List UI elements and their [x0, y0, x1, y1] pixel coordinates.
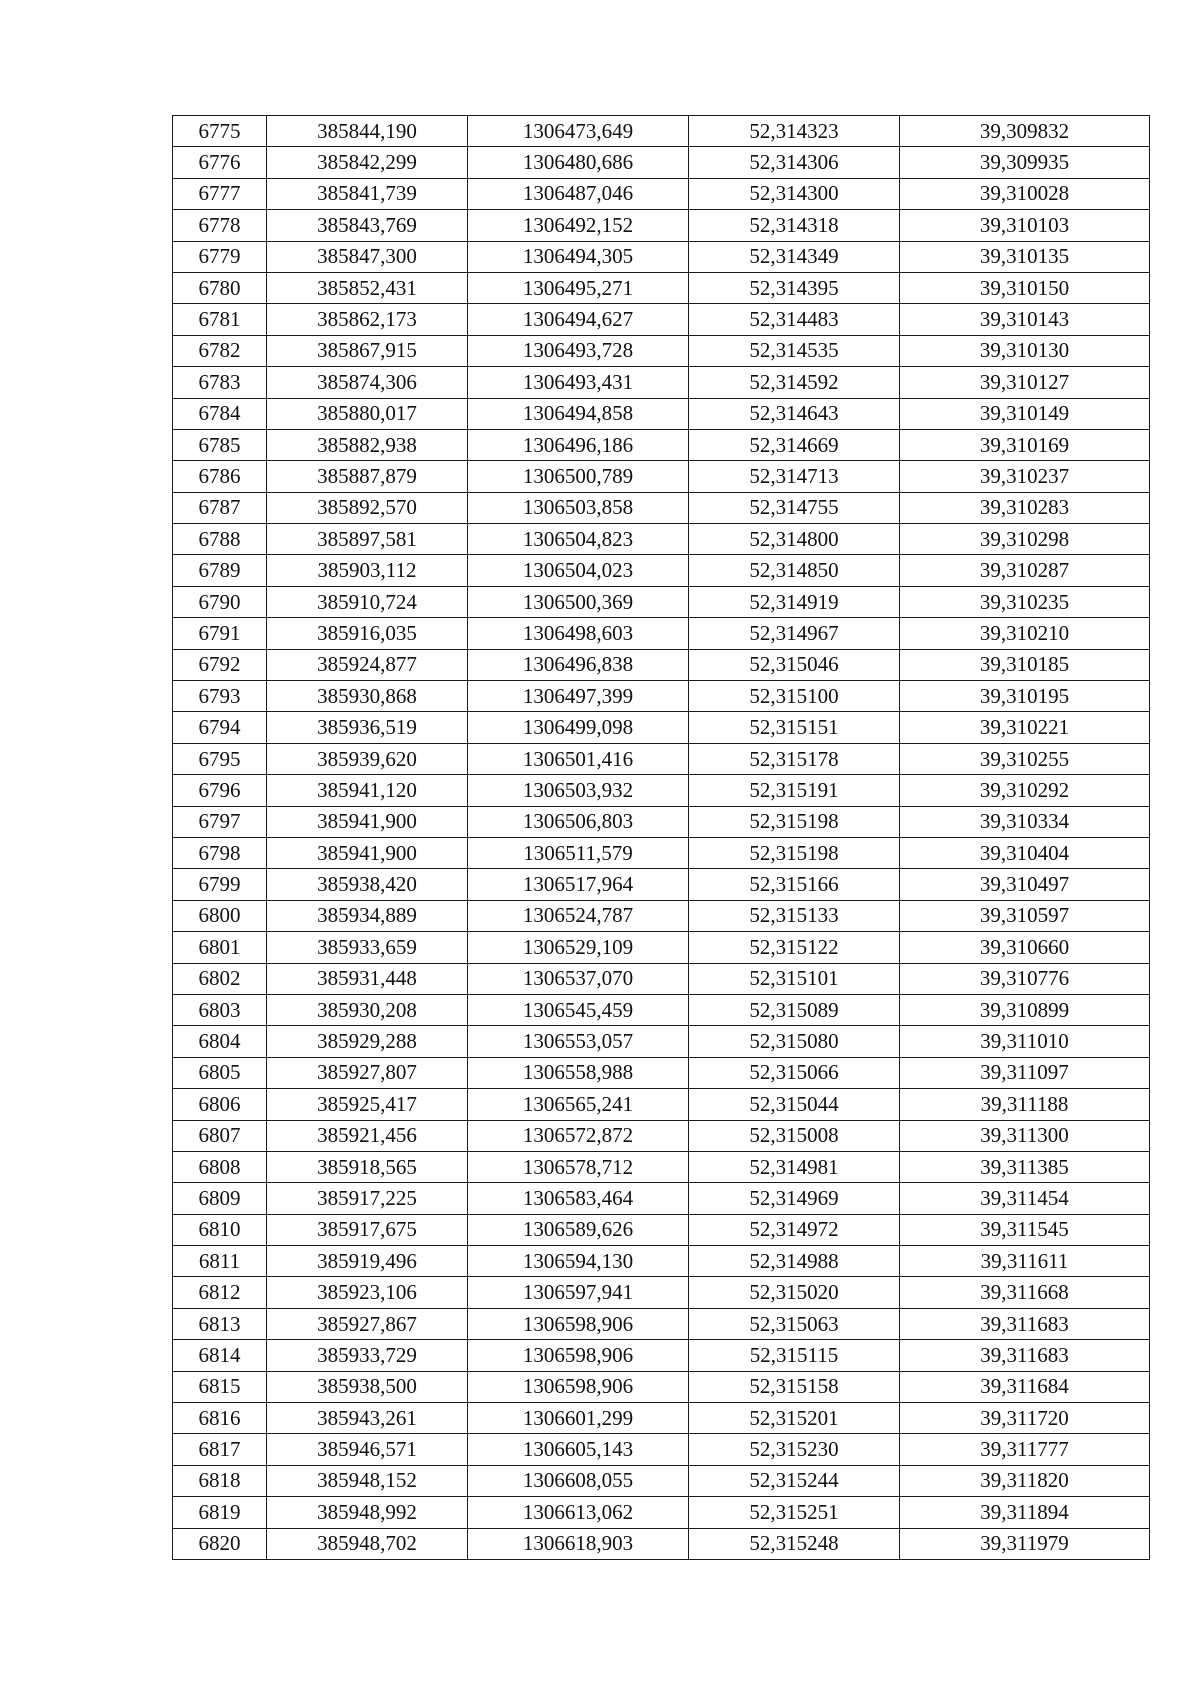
point-number-cell: 6781	[173, 304, 267, 335]
longitude-cell: 39,310899	[900, 994, 1150, 1025]
longitude-cell: 39,310287	[900, 555, 1150, 586]
x-coordinate-cell: 385919,496	[267, 1246, 468, 1277]
latitude-cell: 52,315063	[689, 1308, 900, 1339]
point-number-cell: 6796	[173, 775, 267, 806]
x-coordinate-cell: 385933,659	[267, 932, 468, 963]
point-number-cell: 6807	[173, 1120, 267, 1151]
longitude-cell: 39,309935	[900, 147, 1150, 178]
longitude-cell: 39,310776	[900, 963, 1150, 994]
y-coordinate-cell: 1306558,988	[468, 1057, 689, 1088]
latitude-cell: 52,314981	[689, 1151, 900, 1182]
y-coordinate-cell: 1306598,906	[468, 1308, 689, 1339]
x-coordinate-cell: 385847,300	[267, 241, 468, 272]
point-number-cell: 6793	[173, 681, 267, 712]
longitude-cell: 39,310334	[900, 806, 1150, 837]
y-coordinate-cell: 1306598,906	[468, 1371, 689, 1402]
x-coordinate-cell: 385874,306	[267, 367, 468, 398]
latitude-cell: 52,315089	[689, 994, 900, 1025]
latitude-cell: 52,315122	[689, 932, 900, 963]
longitude-cell: 39,310195	[900, 681, 1150, 712]
latitude-cell: 52,314972	[689, 1214, 900, 1245]
point-number-cell: 6778	[173, 210, 267, 241]
table-row	[173, 335, 1150, 366]
point-number-cell: 6812	[173, 1277, 267, 1308]
table-row	[173, 367, 1150, 398]
longitude-cell: 39,310255	[900, 743, 1150, 774]
y-coordinate-cell: 1306537,070	[468, 963, 689, 994]
table-row	[173, 1151, 1150, 1182]
point-number-cell: 6799	[173, 869, 267, 900]
table-row	[173, 555, 1150, 586]
y-coordinate-cell: 1306524,787	[468, 900, 689, 931]
table-row	[173, 837, 1150, 868]
longitude-cell: 39,310169	[900, 429, 1150, 460]
table-row	[173, 1277, 1150, 1308]
y-coordinate-cell: 1306500,369	[468, 586, 689, 617]
point-number-cell: 6785	[173, 429, 267, 460]
point-number-cell: 6797	[173, 806, 267, 837]
point-number-cell: 6791	[173, 618, 267, 649]
latitude-cell: 52,315008	[689, 1120, 900, 1151]
latitude-cell: 52,315251	[689, 1497, 900, 1528]
latitude-cell: 52,314306	[689, 147, 900, 178]
longitude-cell: 39,311720	[900, 1403, 1150, 1434]
x-coordinate-cell: 385943,261	[267, 1403, 468, 1434]
longitude-cell: 39,311300	[900, 1120, 1150, 1151]
x-coordinate-cell: 385936,519	[267, 712, 468, 743]
latitude-cell: 52,314483	[689, 304, 900, 335]
point-number-cell: 6809	[173, 1183, 267, 1214]
longitude-cell: 39,311820	[900, 1465, 1150, 1496]
latitude-cell: 52,315198	[689, 837, 900, 868]
point-number-cell: 6779	[173, 241, 267, 272]
point-number-cell: 6776	[173, 147, 267, 178]
latitude-cell: 52,315066	[689, 1057, 900, 1088]
table-row	[173, 241, 1150, 272]
longitude-cell: 39,310298	[900, 524, 1150, 555]
latitude-cell: 52,314919	[689, 586, 900, 617]
x-coordinate-cell: 385867,915	[267, 335, 468, 366]
y-coordinate-cell: 1306503,858	[468, 492, 689, 523]
y-coordinate-cell: 1306605,143	[468, 1434, 689, 1465]
y-coordinate-cell: 1306503,932	[468, 775, 689, 806]
y-coordinate-cell: 1306495,271	[468, 272, 689, 303]
latitude-cell: 52,315178	[689, 743, 900, 774]
table-row	[173, 586, 1150, 617]
x-coordinate-cell: 385910,724	[267, 586, 468, 617]
x-coordinate-cell: 385916,035	[267, 618, 468, 649]
x-coordinate-cell: 385843,769	[267, 210, 468, 241]
latitude-cell: 52,315248	[689, 1528, 900, 1559]
point-number-cell: 6815	[173, 1371, 267, 1402]
y-coordinate-cell: 1306494,858	[468, 398, 689, 429]
y-coordinate-cell: 1306589,626	[468, 1214, 689, 1245]
y-coordinate-cell: 1306500,789	[468, 461, 689, 492]
y-coordinate-cell: 1306517,964	[468, 869, 689, 900]
longitude-cell: 39,309832	[900, 116, 1150, 147]
longitude-cell: 39,310149	[900, 398, 1150, 429]
y-coordinate-cell: 1306493,728	[468, 335, 689, 366]
table-row	[173, 1371, 1150, 1402]
point-number-cell: 6819	[173, 1497, 267, 1528]
latitude-cell: 52,314988	[689, 1246, 900, 1277]
y-coordinate-cell: 1306553,057	[468, 1026, 689, 1057]
longitude-cell: 39,311668	[900, 1277, 1150, 1308]
x-coordinate-cell: 385882,938	[267, 429, 468, 460]
point-number-cell: 6810	[173, 1214, 267, 1245]
point-number-cell: 6783	[173, 367, 267, 398]
longitude-cell: 39,311545	[900, 1214, 1150, 1245]
longitude-cell: 39,311010	[900, 1026, 1150, 1057]
x-coordinate-cell: 385934,889	[267, 900, 468, 931]
y-coordinate-cell: 1306487,046	[468, 178, 689, 209]
y-coordinate-cell: 1306578,712	[468, 1151, 689, 1182]
point-number-cell: 6789	[173, 555, 267, 586]
point-number-cell: 6786	[173, 461, 267, 492]
x-coordinate-cell: 385841,739	[267, 178, 468, 209]
longitude-cell: 39,310235	[900, 586, 1150, 617]
latitude-cell: 52,314318	[689, 210, 900, 241]
table-row	[173, 1214, 1150, 1245]
y-coordinate-cell: 1306572,872	[468, 1120, 689, 1151]
x-coordinate-cell: 385892,570	[267, 492, 468, 523]
y-coordinate-cell: 1306506,803	[468, 806, 689, 837]
x-coordinate-cell: 385923,106	[267, 1277, 468, 1308]
point-number-cell: 6780	[173, 272, 267, 303]
longitude-cell: 39,311097	[900, 1057, 1150, 1088]
x-coordinate-cell: 385862,173	[267, 304, 468, 335]
longitude-cell: 39,311188	[900, 1089, 1150, 1120]
point-number-cell: 6811	[173, 1246, 267, 1277]
latitude-cell: 52,314323	[689, 116, 900, 147]
table-row	[173, 1057, 1150, 1088]
longitude-cell: 39,310283	[900, 492, 1150, 523]
longitude-cell: 39,311894	[900, 1497, 1150, 1528]
y-coordinate-cell: 1306493,431	[468, 367, 689, 398]
x-coordinate-cell: 385852,431	[267, 272, 468, 303]
coordinates-table	[172, 115, 1150, 1560]
table-row	[173, 1026, 1150, 1057]
longitude-cell: 39,310497	[900, 869, 1150, 900]
x-coordinate-cell: 385887,879	[267, 461, 468, 492]
y-coordinate-cell: 1306613,062	[468, 1497, 689, 1528]
y-coordinate-cell: 1306492,152	[468, 210, 689, 241]
x-coordinate-cell: 385941,900	[267, 806, 468, 837]
longitude-cell: 39,310237	[900, 461, 1150, 492]
x-coordinate-cell: 385927,807	[267, 1057, 468, 1088]
table-row	[173, 1183, 1150, 1214]
table-row	[173, 116, 1150, 147]
longitude-cell: 39,310127	[900, 367, 1150, 398]
point-number-cell: 6820	[173, 1528, 267, 1559]
point-number-cell: 6787	[173, 492, 267, 523]
x-coordinate-cell: 385929,288	[267, 1026, 468, 1057]
x-coordinate-cell: 385925,417	[267, 1089, 468, 1120]
table-row	[173, 178, 1150, 209]
latitude-cell: 52,315198	[689, 806, 900, 837]
longitude-cell: 39,310660	[900, 932, 1150, 963]
x-coordinate-cell: 385880,017	[267, 398, 468, 429]
latitude-cell: 52,315191	[689, 775, 900, 806]
longitude-cell: 39,310130	[900, 335, 1150, 366]
latitude-cell: 52,314643	[689, 398, 900, 429]
longitude-cell: 39,310143	[900, 304, 1150, 335]
latitude-cell: 52,314969	[689, 1183, 900, 1214]
point-number-cell: 6802	[173, 963, 267, 994]
y-coordinate-cell: 1306565,241	[468, 1089, 689, 1120]
point-number-cell: 6788	[173, 524, 267, 555]
latitude-cell: 52,315115	[689, 1340, 900, 1371]
table-row	[173, 743, 1150, 774]
longitude-cell: 39,311684	[900, 1371, 1150, 1402]
latitude-cell: 52,315046	[689, 649, 900, 680]
longitude-cell: 39,310221	[900, 712, 1150, 743]
y-coordinate-cell: 1306499,098	[468, 712, 689, 743]
point-number-cell: 6800	[173, 900, 267, 931]
point-number-cell: 6813	[173, 1308, 267, 1339]
table-row	[173, 304, 1150, 335]
point-number-cell: 6794	[173, 712, 267, 743]
x-coordinate-cell: 385939,620	[267, 743, 468, 774]
latitude-cell: 52,315100	[689, 681, 900, 712]
longitude-cell: 39,310028	[900, 178, 1150, 209]
point-number-cell: 6805	[173, 1057, 267, 1088]
point-number-cell: 6818	[173, 1465, 267, 1496]
table-row	[173, 524, 1150, 555]
x-coordinate-cell: 385921,456	[267, 1120, 468, 1151]
y-coordinate-cell: 1306473,649	[468, 116, 689, 147]
y-coordinate-cell: 1306494,305	[468, 241, 689, 272]
x-coordinate-cell: 385917,675	[267, 1214, 468, 1245]
table-row	[173, 681, 1150, 712]
latitude-cell: 52,315158	[689, 1371, 900, 1402]
point-number-cell: 6798	[173, 837, 267, 868]
point-number-cell: 6782	[173, 335, 267, 366]
latitude-cell: 52,314395	[689, 272, 900, 303]
longitude-cell: 39,311777	[900, 1434, 1150, 1465]
longitude-cell: 39,310597	[900, 900, 1150, 931]
y-coordinate-cell: 1306594,130	[468, 1246, 689, 1277]
point-number-cell: 6790	[173, 586, 267, 617]
table-row	[173, 649, 1150, 680]
table-row	[173, 618, 1150, 649]
x-coordinate-cell: 385946,571	[267, 1434, 468, 1465]
table-row	[173, 1403, 1150, 1434]
x-coordinate-cell: 385927,867	[267, 1308, 468, 1339]
table-row	[173, 963, 1150, 994]
longitude-cell: 39,311683	[900, 1308, 1150, 1339]
table-row	[173, 1340, 1150, 1371]
latitude-cell: 52,315151	[689, 712, 900, 743]
latitude-cell: 52,314300	[689, 178, 900, 209]
longitude-cell: 39,311683	[900, 1340, 1150, 1371]
x-coordinate-cell: 385897,581	[267, 524, 468, 555]
latitude-cell: 52,314850	[689, 555, 900, 586]
table-row	[173, 1120, 1150, 1151]
table-row	[173, 900, 1150, 931]
latitude-cell: 52,315166	[689, 869, 900, 900]
y-coordinate-cell: 1306598,906	[468, 1340, 689, 1371]
point-number-cell: 6795	[173, 743, 267, 774]
y-coordinate-cell: 1306601,299	[468, 1403, 689, 1434]
x-coordinate-cell: 385930,208	[267, 994, 468, 1025]
point-number-cell: 6804	[173, 1026, 267, 1057]
latitude-cell: 52,315133	[689, 900, 900, 931]
y-coordinate-cell: 1306504,023	[468, 555, 689, 586]
table-row	[173, 147, 1150, 178]
y-coordinate-cell: 1306501,416	[468, 743, 689, 774]
y-coordinate-cell: 1306504,823	[468, 524, 689, 555]
latitude-cell: 52,314713	[689, 461, 900, 492]
latitude-cell: 52,315101	[689, 963, 900, 994]
longitude-cell: 39,311454	[900, 1183, 1150, 1214]
point-number-cell: 6803	[173, 994, 267, 1025]
y-coordinate-cell: 1306608,055	[468, 1465, 689, 1496]
table-row	[173, 932, 1150, 963]
longitude-cell: 39,310135	[900, 241, 1150, 272]
longitude-cell: 39,310404	[900, 837, 1150, 868]
point-number-cell: 6806	[173, 1089, 267, 1120]
longitude-cell: 39,310292	[900, 775, 1150, 806]
point-number-cell: 6816	[173, 1403, 267, 1434]
longitude-cell: 39,311385	[900, 1151, 1150, 1182]
x-coordinate-cell: 385941,120	[267, 775, 468, 806]
table-row	[173, 1465, 1150, 1496]
x-coordinate-cell: 385842,299	[267, 147, 468, 178]
y-coordinate-cell: 1306480,686	[468, 147, 689, 178]
longitude-cell: 39,310210	[900, 618, 1150, 649]
longitude-cell: 39,310185	[900, 649, 1150, 680]
longitude-cell: 39,311979	[900, 1528, 1150, 1559]
x-coordinate-cell: 385938,500	[267, 1371, 468, 1402]
latitude-cell: 52,315230	[689, 1434, 900, 1465]
table-row	[173, 994, 1150, 1025]
point-number-cell: 6817	[173, 1434, 267, 1465]
longitude-cell: 39,311611	[900, 1246, 1150, 1277]
y-coordinate-cell: 1306497,399	[468, 681, 689, 712]
latitude-cell: 52,315044	[689, 1089, 900, 1120]
x-coordinate-cell: 385938,420	[267, 869, 468, 900]
x-coordinate-cell: 385933,729	[267, 1340, 468, 1371]
point-number-cell: 6784	[173, 398, 267, 429]
point-number-cell: 6814	[173, 1340, 267, 1371]
y-coordinate-cell: 1306545,459	[468, 994, 689, 1025]
x-coordinate-cell: 385948,152	[267, 1465, 468, 1496]
x-coordinate-cell: 385948,992	[267, 1497, 468, 1528]
longitude-cell: 39,310150	[900, 272, 1150, 303]
latitude-cell: 52,314349	[689, 241, 900, 272]
table-row	[173, 1528, 1150, 1559]
x-coordinate-cell: 385918,565	[267, 1151, 468, 1182]
table-row	[173, 492, 1150, 523]
latitude-cell: 52,315244	[689, 1465, 900, 1496]
point-number-cell: 6801	[173, 932, 267, 963]
x-coordinate-cell: 385941,900	[267, 837, 468, 868]
x-coordinate-cell: 385903,112	[267, 555, 468, 586]
x-coordinate-cell: 385924,877	[267, 649, 468, 680]
table-row	[173, 210, 1150, 241]
y-coordinate-cell: 1306511,579	[468, 837, 689, 868]
y-coordinate-cell: 1306498,603	[468, 618, 689, 649]
point-number-cell: 6808	[173, 1151, 267, 1182]
table-row	[173, 1308, 1150, 1339]
latitude-cell: 52,315080	[689, 1026, 900, 1057]
table-row	[173, 272, 1150, 303]
point-number-cell: 6792	[173, 649, 267, 680]
point-number-cell: 6777	[173, 178, 267, 209]
table-row	[173, 429, 1150, 460]
x-coordinate-cell: 385948,702	[267, 1528, 468, 1559]
latitude-cell: 52,314755	[689, 492, 900, 523]
y-coordinate-cell: 1306496,186	[468, 429, 689, 460]
latitude-cell: 52,314535	[689, 335, 900, 366]
coordinates-table-body	[173, 116, 1150, 1560]
x-coordinate-cell: 385917,225	[267, 1183, 468, 1214]
y-coordinate-cell: 1306494,627	[468, 304, 689, 335]
table-row	[173, 398, 1150, 429]
x-coordinate-cell: 385931,448	[267, 963, 468, 994]
y-coordinate-cell: 1306529,109	[468, 932, 689, 963]
table-row	[173, 1089, 1150, 1120]
table-row	[173, 461, 1150, 492]
table-row	[173, 712, 1150, 743]
latitude-cell: 52,314967	[689, 618, 900, 649]
latitude-cell: 52,315020	[689, 1277, 900, 1308]
latitude-cell: 52,314669	[689, 429, 900, 460]
longitude-cell: 39,310103	[900, 210, 1150, 241]
latitude-cell: 52,315201	[689, 1403, 900, 1434]
y-coordinate-cell: 1306496,838	[468, 649, 689, 680]
table-row	[173, 1497, 1150, 1528]
y-coordinate-cell: 1306618,903	[468, 1528, 689, 1559]
table-row	[173, 806, 1150, 837]
y-coordinate-cell: 1306597,941	[468, 1277, 689, 1308]
table-row	[173, 1246, 1150, 1277]
table-row	[173, 869, 1150, 900]
y-coordinate-cell: 1306583,464	[468, 1183, 689, 1214]
x-coordinate-cell: 385930,868	[267, 681, 468, 712]
latitude-cell: 52,314592	[689, 367, 900, 398]
latitude-cell: 52,314800	[689, 524, 900, 555]
table-row	[173, 775, 1150, 806]
x-coordinate-cell: 385844,190	[267, 116, 468, 147]
table-row	[173, 1434, 1150, 1465]
point-number-cell: 6775	[173, 116, 267, 147]
